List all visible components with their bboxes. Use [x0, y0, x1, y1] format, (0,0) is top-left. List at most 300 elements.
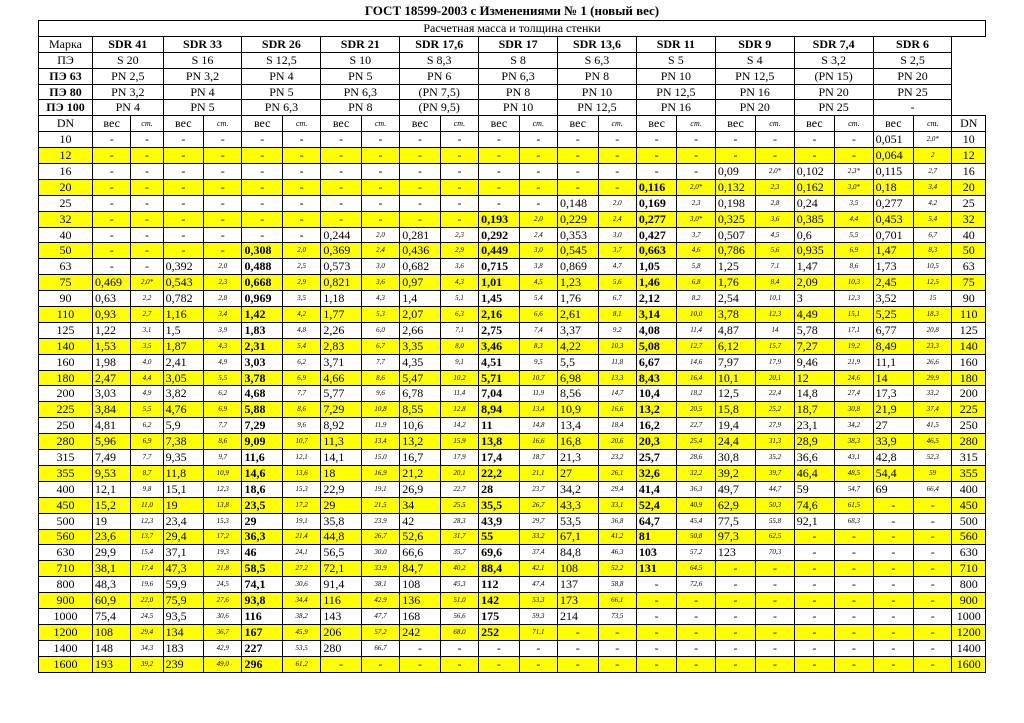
wall-cell: 23,9	[361, 513, 399, 529]
weight-cell: 193	[92, 656, 130, 672]
weight-cell: 42,8	[873, 450, 913, 466]
weight-cell: 175	[479, 608, 519, 624]
wall-cell: 52,2	[598, 561, 636, 577]
wall-cell: 7,1	[756, 259, 794, 275]
wall-cell: 3,0	[519, 243, 557, 259]
wall-cell: -	[282, 211, 320, 227]
weight-cell: -	[242, 148, 282, 164]
weight-cell: 0,162	[794, 179, 834, 195]
wall-cell: 30,6	[282, 577, 320, 593]
table-row	[39, 370, 986, 386]
wall-cell: 4,0	[131, 354, 163, 370]
weight-cell: -	[794, 593, 834, 609]
wall-cell: 8,4	[756, 275, 794, 291]
weight-cell: -	[242, 164, 282, 180]
wall-cell: 7,4	[519, 322, 557, 338]
wall-cell: 2,4	[361, 243, 399, 259]
dn-cell: 125	[39, 322, 93, 338]
weight-cell: 2,47	[92, 370, 130, 386]
wall-cell: 6,9	[835, 243, 873, 259]
wall-cell: -	[282, 195, 320, 211]
wall-cell: 14,8	[519, 418, 557, 434]
wall-cell: 10,5	[914, 259, 952, 275]
wall-cell: 27,9	[756, 418, 794, 434]
weight-cell: 1,4	[400, 291, 440, 307]
table-row	[39, 418, 986, 434]
wall-cell: -	[756, 593, 794, 609]
weight-cell: 30,8	[715, 450, 755, 466]
wall-cell: 36,3	[677, 481, 715, 497]
wall-cell: 4,7	[598, 259, 636, 275]
table-row	[39, 148, 986, 164]
wall-cell: 17,2	[282, 497, 320, 513]
table-row	[39, 450, 986, 466]
weight-cell: 14	[873, 370, 913, 386]
weight-cell: 14,1	[321, 450, 361, 466]
wall-cell: 48,5	[835, 465, 873, 481]
weight-cell: 62,9	[715, 497, 755, 513]
weight-cell: 13,8	[479, 434, 519, 450]
weight-cell: -	[321, 195, 361, 211]
weight-cell: 8,94	[479, 402, 519, 418]
weight-cell: -	[400, 179, 440, 195]
wall-cell: 12,7	[677, 338, 715, 354]
wall-cell: 9,8	[131, 481, 163, 497]
wall-cell: -	[835, 561, 873, 577]
weight-cell: -	[715, 561, 755, 577]
wall-cell: 34,3	[131, 640, 163, 656]
table-subtitle: Расчетная масса и толщина стенки	[39, 21, 986, 37]
weight-cell: 46,4	[794, 465, 834, 481]
table-row	[39, 481, 986, 497]
dn-cell: 200	[39, 386, 93, 402]
weight-cell: 53,5	[558, 513, 598, 529]
wall-cell: -	[204, 179, 242, 195]
wall-cell: 17,9	[440, 450, 478, 466]
dn-cell-right: 400	[952, 481, 986, 497]
weight-cell: 206	[321, 624, 361, 640]
wall-cell: 15,4	[131, 545, 163, 561]
weight-cell: 37,1	[163, 545, 203, 561]
wall-cell: 2,7	[914, 164, 952, 180]
weight-cell: 123	[715, 545, 755, 561]
wall-cell: -	[677, 624, 715, 640]
sdr-pe-cell: S 12,5	[242, 52, 321, 68]
wall-cell: 47,4	[519, 577, 557, 593]
weight-cell: 0,193	[479, 211, 519, 227]
wall-cell: 2,5	[282, 259, 320, 275]
weight-cell: 10,9	[558, 402, 598, 418]
wall-cell: 57,2	[361, 624, 399, 640]
sdr-pe100-cell: PN 25	[794, 100, 873, 116]
wall-header: ст.	[914, 116, 952, 132]
weight-cell: -	[794, 656, 834, 672]
wall-cell: 6,6	[519, 307, 557, 323]
weight-cell: 6,78	[400, 386, 440, 402]
wall-cell: 21,8	[204, 561, 242, 577]
sdr-pe100-cell: PN 10	[479, 100, 558, 116]
wall-cell: 44,7	[756, 481, 794, 497]
sdr-pe-cell: S 3,2	[794, 52, 873, 68]
wall-cell: 2	[914, 148, 952, 164]
weight-cell: 34,2	[558, 481, 598, 497]
weight-cell: 84,8	[558, 545, 598, 561]
sdr-pe63-cell: PN 6	[400, 68, 479, 84]
weight-cell: 11	[479, 418, 519, 434]
weight-cell: -	[715, 577, 755, 593]
wall-cell: 59,3	[519, 608, 557, 624]
wall-cell: 36,7	[204, 624, 242, 640]
weight-cell: 0,821	[321, 275, 361, 291]
wall-cell: -	[914, 656, 952, 672]
table-row	[39, 338, 986, 354]
weight-cell: 0,573	[321, 259, 361, 275]
wall-cell: -	[361, 211, 399, 227]
wall-cell: 7,7	[204, 418, 242, 434]
wall-cell: 62,5	[756, 529, 794, 545]
weight-cell: 0,668	[242, 275, 282, 291]
sdr-marka-cell: SDR 7,4	[794, 36, 873, 52]
wall-cell: 13,3	[598, 370, 636, 386]
weight-cell: 29,9	[92, 545, 130, 561]
wall-cell: -	[440, 640, 478, 656]
wall-cell: 6,2	[282, 354, 320, 370]
weight-cell: -	[715, 608, 755, 624]
wall-cell: 4,4	[131, 370, 163, 386]
wall-cell: 10,8	[361, 402, 399, 418]
wall-cell: 4,4	[835, 211, 873, 227]
wall-cell: 9,6	[361, 386, 399, 402]
wall-cell: -	[440, 164, 478, 180]
wall-cell: -	[598, 132, 636, 148]
wall-cell: 66,4	[914, 481, 952, 497]
weight-cell: 69,6	[479, 545, 519, 561]
table-row	[39, 497, 986, 513]
wall-cell: -	[598, 148, 636, 164]
wall-cell: 6,9	[204, 402, 242, 418]
weight-cell: 29	[242, 513, 282, 529]
wall-cell: 15,0	[361, 450, 399, 466]
weight-cell: 5,78	[794, 322, 834, 338]
weight-cell: 18	[321, 465, 361, 481]
weight-cell: 10,1	[715, 370, 755, 386]
weight-cell: 5,08	[636, 338, 676, 354]
weight-cell: 6,12	[715, 338, 755, 354]
weight-cell: 32,6	[636, 465, 676, 481]
wall-cell: 2,0	[361, 227, 399, 243]
weight-cell: 103	[636, 545, 676, 561]
dn-cell-right: 25	[952, 195, 986, 211]
wall-cell: 61,5	[835, 497, 873, 513]
weight-cell: -	[636, 577, 676, 593]
wall-cell: 2,4	[519, 227, 557, 243]
wall-cell: -	[756, 561, 794, 577]
weight-cell: 19	[92, 513, 130, 529]
wall-cell: 25,5	[440, 497, 478, 513]
sdr-pe-cell: S 16	[163, 52, 242, 68]
wall-cell: 27,6	[204, 593, 242, 609]
sdr-pe100-cell: PN 6,3	[242, 100, 321, 116]
wall-cell: 2,8	[204, 291, 242, 307]
dn-cell: 40	[39, 227, 93, 243]
dn-cell-right: 40	[952, 227, 986, 243]
weight-cell: 214	[558, 608, 598, 624]
weight-cell: -	[479, 179, 519, 195]
weight-cell: 0,148	[558, 195, 598, 211]
table-row	[39, 624, 986, 640]
table-row	[39, 195, 986, 211]
dn-cell-right: 1600	[952, 656, 986, 672]
weight-cell: 17,4	[479, 450, 519, 466]
dn-cell: 1600	[39, 656, 93, 672]
dn-cell-right: 10	[952, 132, 986, 148]
weight-cell: 6,67	[636, 354, 676, 370]
table-row	[39, 291, 986, 307]
wall-cell: 58,8	[598, 577, 636, 593]
wall-cell: -	[131, 259, 163, 275]
wall-cell: 28,3	[440, 513, 478, 529]
wall-cell: -	[677, 593, 715, 609]
weight-cell: 0,325	[715, 211, 755, 227]
weight-cell: 11,6	[242, 450, 282, 466]
weight-cell: 13,2	[400, 434, 440, 450]
wall-cell: 55,8	[756, 513, 794, 529]
weight-cell: -	[479, 148, 519, 164]
wall-cell: 3,5	[835, 195, 873, 211]
weight-cell: 34	[400, 497, 440, 513]
weight-cell: -	[400, 164, 440, 180]
weight-cell: 1,73	[873, 259, 913, 275]
table-row	[39, 593, 986, 609]
weight-cell: -	[794, 529, 834, 545]
weight-cell: -	[92, 179, 130, 195]
weight-cell: -	[636, 148, 676, 164]
weight-cell: 38,1	[92, 561, 130, 577]
weight-cell: 116	[321, 593, 361, 609]
wall-cell: 5,3	[361, 307, 399, 323]
wall-cell: 11,4	[440, 386, 478, 402]
weight-cell: 18,7	[794, 402, 834, 418]
wall-cell: -	[440, 179, 478, 195]
wall-cell: 15	[914, 291, 952, 307]
wall-header: ст.	[598, 116, 636, 132]
wall-cell: 20,1	[756, 370, 794, 386]
weight-cell: 74,6	[794, 497, 834, 513]
wall-cell: 73,5	[598, 608, 636, 624]
wall-cell: 2,0	[519, 211, 557, 227]
weight-cell: -	[163, 132, 203, 148]
wall-cell: -	[361, 179, 399, 195]
weight-cell: -	[794, 561, 834, 577]
wall-cell: 64,5	[677, 561, 715, 577]
wall-cell: -	[914, 529, 952, 545]
sdr-pe-cell: S 4	[715, 52, 794, 68]
weight-cell: 134	[163, 624, 203, 640]
wall-cell: -	[282, 227, 320, 243]
wall-cell: 3,5	[131, 338, 163, 354]
weight-cell: 5,25	[873, 307, 913, 323]
weight-cell: -	[636, 132, 676, 148]
weight-cell: 0,869	[558, 259, 598, 275]
weight-cell: -	[242, 179, 282, 195]
weight-cell: -	[873, 656, 913, 672]
weight-cell: 60,9	[92, 593, 130, 609]
weight-cell: 1,22	[92, 322, 130, 338]
dn-cell-right: 12	[952, 148, 986, 164]
weight-cell: -	[794, 640, 834, 656]
wall-cell: 9,6	[282, 418, 320, 434]
sdr-pe100-cell: PN 4	[92, 100, 163, 116]
table-row	[39, 545, 986, 561]
weight-cell: 142	[479, 593, 519, 609]
weight-cell: 7,27	[794, 338, 834, 354]
wall-cell: -	[519, 164, 557, 180]
weight-cell: 55	[479, 529, 519, 545]
header-label-marka: Марка	[39, 36, 93, 52]
weight-cell: -	[92, 132, 130, 148]
weight-cell: -	[558, 624, 598, 640]
sdr-pe63-cell: PN 2,5	[92, 68, 163, 84]
weight-cell: 43,3	[558, 497, 598, 513]
wall-cell: 36,8	[598, 513, 636, 529]
dn-cell-right: 75	[952, 275, 986, 291]
weight-cell: -	[321, 164, 361, 180]
wall-cell: 31,3	[756, 434, 794, 450]
wall-cell: -	[361, 195, 399, 211]
wall-cell: 2,0	[598, 195, 636, 211]
table-row	[39, 434, 986, 450]
weight-cell: 3,05	[163, 370, 203, 386]
wall-cell: 4,5	[519, 275, 557, 291]
sdr-pe100-cell: PN 12,5	[558, 100, 637, 116]
wall-cell: 4,3	[204, 338, 242, 354]
weight-cell: 41,4	[636, 481, 676, 497]
wall-cell: 5,5	[204, 370, 242, 386]
weight-cell: -	[636, 593, 676, 609]
wall-cell: 3,6	[756, 211, 794, 227]
weight-header: вес	[92, 116, 130, 132]
wall-cell: 6,7	[914, 227, 952, 243]
wall-cell: 28,6	[677, 450, 715, 466]
weight-cell: 69	[873, 481, 913, 497]
wall-cell: 5,5	[131, 402, 163, 418]
table-row	[39, 577, 986, 593]
weight-cell: -	[873, 561, 913, 577]
weight-cell: 3,03	[242, 354, 282, 370]
wall-header: ст.	[282, 116, 320, 132]
weight-cell: -	[92, 243, 130, 259]
weight-header: вес	[558, 116, 598, 132]
wall-cell: 9,7	[204, 450, 242, 466]
weight-cell: 1,98	[92, 354, 130, 370]
weight-cell: 143	[321, 608, 361, 624]
wall-cell: 13,7	[131, 529, 163, 545]
wall-cell: 51,0	[440, 593, 478, 609]
dn-cell: 1400	[39, 640, 93, 656]
weight-cell: -	[163, 179, 203, 195]
wall-cell: 3,4	[204, 307, 242, 323]
weight-cell: 0,545	[558, 243, 598, 259]
wall-cell: 15,9	[440, 434, 478, 450]
wall-cell: 7,1	[440, 322, 478, 338]
document-title: ГОСТ 18599-2003 с Изменениями № 1 (новый вес)	[364, 3, 660, 18]
wall-cell: 14,2	[440, 418, 478, 434]
sdr-pe-cell: S 6,3	[558, 52, 637, 68]
weight-cell: -	[715, 132, 755, 148]
weight-cell: 6,77	[873, 322, 913, 338]
weight-cell: -	[400, 640, 440, 656]
wall-cell: 68,3	[835, 513, 873, 529]
weight-cell: 15,1	[163, 481, 203, 497]
table-row	[39, 465, 986, 481]
dn-cell: 560	[39, 529, 93, 545]
weight-cell: 13,4	[558, 418, 598, 434]
wall-cell: 68,0	[440, 624, 478, 640]
wall-cell: 37,4	[914, 402, 952, 418]
wall-cell: 32,2	[677, 465, 715, 481]
wall-cell: -	[756, 148, 794, 164]
wall-cell: 3,6	[440, 259, 478, 275]
wall-cell: 61,2	[282, 656, 320, 672]
wall-cell: 18,2	[677, 386, 715, 402]
weight-cell: 20,3	[636, 434, 676, 450]
wall-cell: -	[677, 640, 715, 656]
dn-cell-right: 16	[952, 164, 986, 180]
wall-cell: 5,4	[519, 291, 557, 307]
dn-cell-right: 500	[952, 513, 986, 529]
weight-cell: 23,6	[92, 529, 130, 545]
weight-cell: 33,9	[873, 434, 913, 450]
weight-cell: 47,3	[163, 561, 203, 577]
wall-cell: 2,0	[282, 243, 320, 259]
wall-cell: 50,8	[677, 529, 715, 545]
wall-cell: 4,9	[204, 354, 242, 370]
weight-header: вес	[400, 116, 440, 132]
wall-cell: 4,3	[361, 291, 399, 307]
wall-cell: -	[131, 195, 163, 211]
wall-cell: 3,7	[598, 243, 636, 259]
weight-cell: -	[794, 577, 834, 593]
weight-cell: 0,449	[479, 243, 519, 259]
weight-cell: 3,46	[479, 338, 519, 354]
weight-cell: 3,84	[92, 402, 130, 418]
wall-cell: -	[361, 132, 399, 148]
weight-cell: 0,385	[794, 211, 834, 227]
wall-cell: 10,3	[835, 275, 873, 291]
weight-cell: 25,7	[636, 450, 676, 466]
weight-cell: 0,93	[92, 307, 130, 323]
wall-cell: -	[914, 577, 952, 593]
wall-cell: 2,2	[131, 291, 163, 307]
weight-cell: -	[92, 164, 130, 180]
wall-cell: -	[519, 148, 557, 164]
weight-cell: 2,61	[558, 307, 598, 323]
wall-cell: -	[440, 211, 478, 227]
weight-cell: 27	[558, 465, 598, 481]
dn-cell: 75	[39, 275, 93, 291]
wall-cell: 31,7	[440, 529, 478, 545]
wall-cell: -	[204, 148, 242, 164]
wall-cell: -	[131, 164, 163, 180]
weight-cell: -	[873, 624, 913, 640]
weight-cell: 16,2	[636, 418, 676, 434]
table-row	[39, 513, 986, 529]
wall-cell: 13,8	[204, 497, 242, 513]
weight-cell: 14,6	[242, 465, 282, 481]
weight-cell: 2,26	[321, 322, 361, 338]
sdr-marka-cell: SDR 33	[163, 36, 242, 52]
wall-cell: 24,5	[204, 577, 242, 593]
